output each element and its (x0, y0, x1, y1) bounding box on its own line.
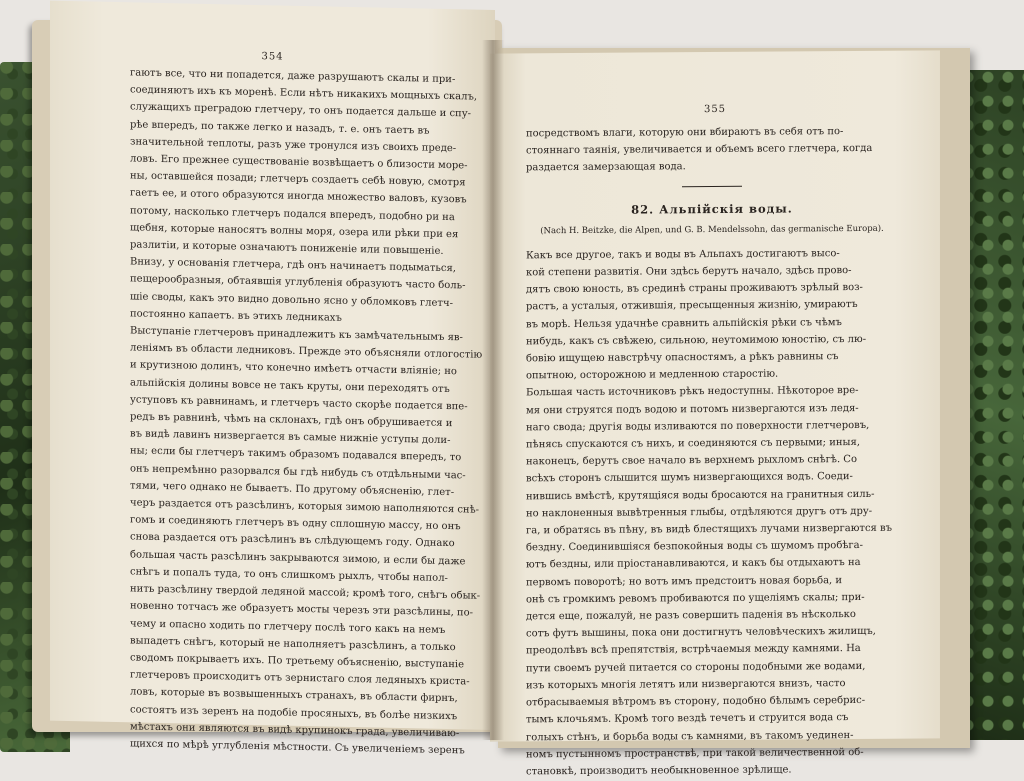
book-gutter (482, 40, 504, 740)
text-line: значительной теплоты, разъ уже тронулся изъ своихъ преде- (130, 136, 457, 154)
text-line: разлитіи, и которые означаютъ пониженіе или повышеніе. (130, 239, 444, 257)
text-line: въ морѣ. Нельзя удачнѣе сравнить альпійскія рѣки съ чѣмъ (526, 316, 842, 330)
text-line: черъ раздается отъ разсѣлинъ, которыя зимою наполняются снѣ- (130, 497, 480, 516)
right-page-body (526, 245, 898, 781)
text-line: ны, оставшейся позади; глетчеръ создаетъ себѣ новую, смотря (130, 170, 466, 189)
text-line: первомъ поворотѣ; но вотъ имъ предстоитъ новая борьба, и (526, 574, 843, 588)
text-line: голыхъ стѣнъ, и борьба воды съ камнями, въ такомъ уединен- (526, 729, 854, 743)
text-line: наго свода; другія воды изливаются по поверхности глетчеровъ, (526, 419, 870, 434)
text-line: выпадетъ снѣгъ, который не наполняетъ разсѣлинъ, а только (130, 635, 456, 653)
text-line: соединяютъ ихъ къ моренѣ. Если нѣтъ никакихъ мощныхъ скалъ, (130, 84, 478, 103)
right-page (490, 50, 940, 778)
text-line: дется еще, пожалуй, не разъ совершить паденія въ нѣсколько (526, 609, 856, 623)
text-line: мѣстахъ они являются въ видѣ крупинокъ града, увеличиваю- (130, 721, 460, 739)
text-line: ны; если бы глетчеръ такимъ образомъ подавался впередъ, то (130, 445, 462, 464)
text-line: пѣнясь спускаются съ нихъ, и соединяются съ первыми; иныя, (526, 437, 860, 451)
text-line: пещерообразныя, обтаявшія углубленія образуютъ часто боль- (130, 273, 466, 292)
text-line: изъ которыхъ многія летятъ или низвергаются внизъ, часто (526, 677, 846, 692)
text-line: онѣ съ громкимъ ревомъ пробиваются по ущеліямъ скалы; при- (526, 591, 865, 606)
text-line: тымъ клочьямъ. Кромѣ того вездѣ течетъ и струится вода съ (526, 712, 849, 726)
text-line: всѣхъ сторонъ слышится шумъ низвергающихся водъ. Соеди- (526, 471, 853, 485)
text-line: дятъ свою юность, въ срединѣ страны проживаютъ зрѣлый воз- (526, 282, 863, 296)
text-line: состоятъ изъ зеренъ на подобіе просяныхъ, въ болѣе низкихъ (130, 703, 458, 722)
right-page-intro (526, 123, 898, 177)
text-line: Какъ все другое, такъ и воды въ Альпахъ достигаютъ высо- (526, 247, 840, 262)
text-line: преодолѣвъ всѣ препятствія, встрѣчаемыя между камнями. На (526, 643, 861, 657)
right-page-text (526, 123, 898, 781)
left-page (50, 1, 495, 757)
text-line: Внизу, у основанія глетчера, гдѣ онъ начинаетъ подыматься, (130, 256, 456, 275)
text-line: альпійскія долины вовсе не такъ круты, они переходятъ отъ (130, 377, 450, 395)
text-line: въ видѣ лавинъ низвергается въ самые нижніе уступы доли- (130, 428, 451, 447)
text-line: щихся по мѣрѣ углубленія мѣстности. Съ увеличеніемъ зеренъ (130, 738, 465, 757)
text-line: нибудь, какъ съ свѣжею, сильною, неутомимою юностію, съ лю- (526, 333, 867, 348)
text-line: бездну. Соединившіяся безпокойныя воды съ шумомъ пробѣга- (526, 540, 863, 554)
text-line: посредствомъ влаги, которую они вбираютъ въ себя отъ по- (526, 126, 844, 140)
text-line: ютъ бездны, или пріостанавливаются, и какъ бы отдыхаютъ на (526, 557, 861, 571)
text-line: сводомъ покрываетъ ихъ. По третьему объясненію, выступаніе (130, 652, 464, 671)
text-line: стояннаго таянія, увеличивается и объемъ всего глетчера, когда (526, 143, 873, 157)
page-number-right: 355 (703, 103, 727, 116)
text-line: раздается замерзающая вода. (526, 161, 686, 174)
text-line: уступовъ къ равнинамъ, и глетчеръ часто скорѣе подается впе- (130, 394, 468, 413)
text-line: мя они струятся подъ водою и потомъ низвергаются изъ ледя- (526, 402, 859, 416)
text-line: гомъ и соединяютъ глетчеръ въ одну сплошную массу, но онъ (130, 514, 461, 533)
text-line: сотъ футъ вышины, пока они достигнутъ человѣческихъ жилищъ, (526, 626, 876, 640)
text-line: но наклоненныя вывѣтренныя глыбы, отдѣляются другъ отъ дру- (526, 505, 873, 520)
text-line: номъ пустынномъ пространствѣ, при такой величественной об- (526, 746, 864, 761)
text-line: отбрасываемыя вѣтромъ въ сторону, подобно бѣлымъ серебрис- (526, 695, 866, 709)
text-line: гаютъ все, что ни попадется, даже разрушаютъ скалы и при- (130, 67, 456, 86)
text-line: и крутизною долинъ, что конечно имѣетъ отчасти вліяніе; но (130, 359, 457, 378)
text-line: глетчеровъ происходитъ отъ зернистаго слоя ледяныхъ криста- (130, 669, 470, 688)
text-line: большая часть разсѣлинъ закрываются зимою, и если бы даже (130, 549, 466, 568)
text-line: леніямъ въ области ледниковъ. Прежде это объясняли отлогостію (130, 342, 483, 361)
text-line: тями, чего однако не бываетъ. По другому объясненію, глет- (130, 480, 455, 499)
text-line: рѣе впередъ, по также легко и назадъ, т. е. онъ таетъ въ (130, 118, 430, 137)
page-number-left: 354 (261, 51, 284, 63)
text-line: гаетъ ее, и отого образуются иногда множество валовъ, кузовъ (130, 187, 467, 206)
section-heading: 82. Альпійскія воды. (631, 201, 793, 217)
text-line: потому, насколько глетчеръ подался впередъ, подобно ри на (130, 204, 455, 223)
text-line: опытною, осторожною и медленною старостію. (526, 368, 779, 382)
text-line: щебня, которые наносятъ волны моря, озера или рѣки при ея (130, 222, 459, 241)
text-line: ловъ, которые въ возвышенныхъ странахъ, въ области фирнъ, (130, 686, 458, 705)
text-line: га, и обратясь въ пѣну, въ видѣ блестящихъ лучами низвергаются въ (526, 522, 893, 537)
text-line: наконецъ, берутъ свое начало въ верхнемъ рыхломъ снѣгѣ. Со (526, 454, 857, 468)
section-source: (Nach H. Beitzke, die Alpen, und G. B. Mendelssohn, das germanische Europa). (540, 223, 884, 237)
text-line: снова раздается отъ разсѣлинъ въ слѣдующемъ году. Однако (130, 531, 455, 550)
text-line: служащихъ преградою глетчеру, то онъ подается дальше и спу- (130, 101, 471, 120)
text-line: ловъ. Его прежнее существованіе возвѣщаетъ о близости море- (130, 153, 468, 172)
text-line: постоянно капаетъ. въ этихъ ледникахъ (130, 308, 342, 324)
text-line: становкѣ, производитъ необыкновенное зрѣлище. (526, 764, 792, 778)
text-line: Большая часть источниковъ рѣкъ недоступны. Нѣкоторое вре- (526, 385, 859, 399)
text-line: чему и опасно ходить по глетчеру послѣ того какъ на немъ (130, 617, 446, 636)
text-line: бовію ищущею навстрѣчу опасностямъ, а рѣкъ равнины съ (526, 351, 839, 365)
text-line: кой степени развитія. Они здѣсь берутъ начало, здѣсь прово- (526, 265, 852, 279)
text-line: нить разсѣлину твердой ледяной массой; кромѣ того, снѣгъ обык- (130, 583, 481, 602)
text-line: шіе своды, какъ это видно довольно ясно у обломковъ глетч- (130, 290, 453, 309)
left-page-text (130, 64, 483, 759)
text-line: нившись вмѣстѣ, крутящіяся воды бросаются на гранитныя силь- (526, 488, 875, 502)
text-line: Выступаніе глетчеровъ принадлежитъ къ замѣчательнымъ яв- (130, 325, 463, 344)
text-line: онъ непремѣнно разорвался бы гдѣ нибудь съ отдѣльными час- (130, 463, 466, 482)
text-line: растъ, а усталыя, отжившія, пресыщенныя жизнію, умираютъ (526, 299, 858, 313)
text-line: снѣгъ и попалъ туда, то онъ слишкомъ рыхлъ, чтобы напол- (130, 566, 448, 584)
text-line: пути своемъ ручей питается со стороны подобными же водами, (526, 660, 866, 675)
section-divider (682, 185, 742, 186)
text-line: редъ въ равнинѣ, чѣмъ на склонахъ, гдѣ онъ обрушивается и (130, 411, 453, 430)
text-line: новенно тотчасъ же образуетъ мосты черезъ эти разсѣлины, по- (130, 600, 473, 619)
